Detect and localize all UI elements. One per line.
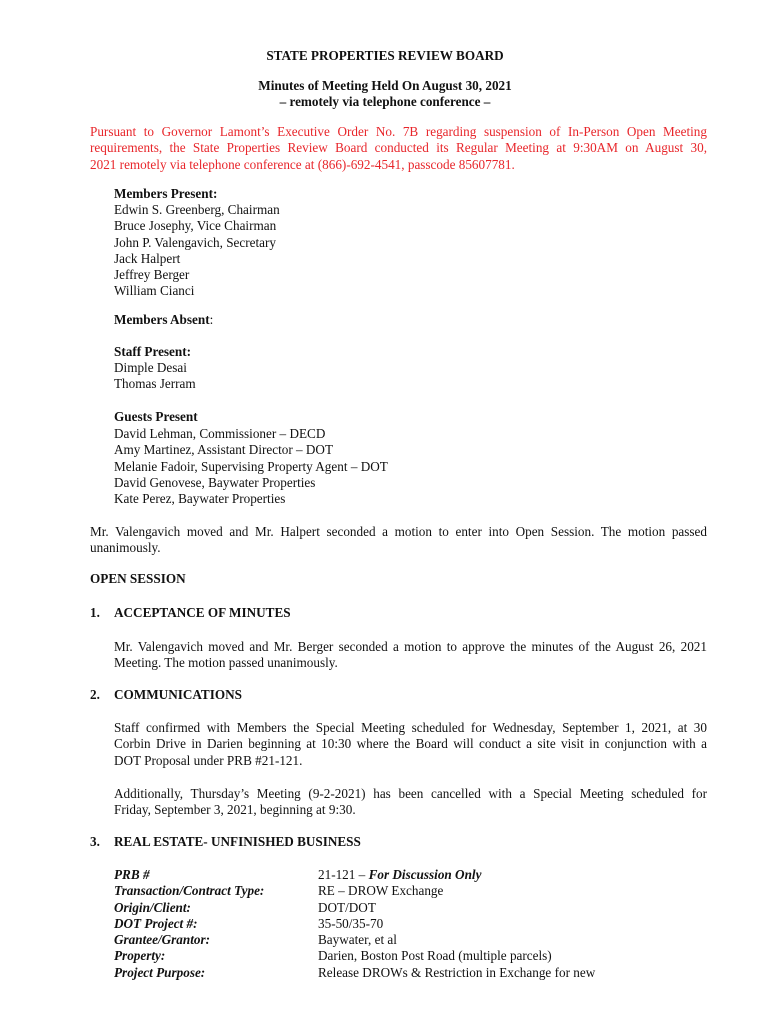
section-title: COMMUNICATIONS <box>114 687 242 702</box>
detail-value <box>318 867 481 883</box>
list-item: Amy Martinez, Assistant Director – DOT <box>114 442 334 458</box>
motion-paragraph <box>90 524 707 557</box>
detail-value: RE – DROW Exchange <box>318 883 444 899</box>
members-absent-colon: : <box>209 312 214 327</box>
table-row <box>114 867 714 883</box>
paragraph-line: Corbin Drive in Darien beginning at 10:30 where the Board will conduct a site visit in conjunction with a <box>114 736 707 752</box>
list-item: Kate Perez, Baywater Properties <box>114 491 286 507</box>
staff-present-list <box>114 360 196 393</box>
table-row <box>114 900 714 916</box>
list-item: Thomas Jerram <box>114 376 196 392</box>
list-item: David Genovese, Baywater Properties <box>114 474 316 490</box>
document-title: STATE PROPERTIES REVIEW BOARD <box>266 48 504 63</box>
list-item: Edwin S. Greenberg, Chairman <box>114 202 280 217</box>
section-number: 2. <box>90 687 100 702</box>
detail-value: DOT/DOT <box>318 899 376 915</box>
intro-line: requirements, the State Properties Review Board conducted its Regular Meeting at 9:30AM on August 30, <box>90 140 707 156</box>
detail-key: Transaction/Contract Type: <box>114 883 265 899</box>
paragraph-line: DOT Proposal under PRB #21-121. <box>114 752 303 768</box>
list-item: Jeffrey Berger <box>114 267 190 283</box>
guests-present-heading: Guests Present <box>114 409 198 424</box>
members-present-list <box>114 202 280 300</box>
detail-key: DOT Project #: <box>114 915 198 931</box>
list-item: Dimple Desai <box>114 360 187 375</box>
members-present-heading: Members Present: <box>114 186 218 201</box>
detail-key: Project Purpose: <box>114 964 206 980</box>
section-paragraph <box>114 639 707 672</box>
guests-present-list <box>114 426 388 507</box>
detail-value: 35-50/35-70 <box>318 915 384 931</box>
detail-key: Origin/Client: <box>114 899 191 915</box>
list-item: David Lehman, Commissioner – DECD <box>114 426 326 441</box>
intro-line: Pursuant to Governor Lamont’s Executive Order No. 7B regarding suspension of In-Person Open Meeting <box>90 124 707 139</box>
section-title: ACCEPTANCE OF MINUTES <box>114 605 291 620</box>
table-row <box>114 916 714 932</box>
table-row <box>114 932 714 948</box>
paragraph-line: Additionally, Thursday’s Meeting (9-2-2021) has been cancelled with a Special Meeting scheduled for <box>114 786 707 801</box>
members-absent-heading <box>114 312 213 328</box>
motion-line: unanimously. <box>90 540 161 556</box>
detail-key: Property: <box>114 948 166 964</box>
section-number: 1. <box>90 605 100 620</box>
list-item: John P. Valengavich, Secretary <box>114 234 276 250</box>
staff-present-heading: Staff Present: <box>114 344 192 359</box>
open-session-heading: OPEN SESSION <box>90 571 186 586</box>
detail-value: Darien, Boston Post Road (multiple parcels) <box>318 948 552 964</box>
detail-value: Baywater, et al <box>318 932 397 948</box>
intro-line: 2021 remotely via telephone conference at (866)-692-4541, passcode 85607781. <box>90 156 515 172</box>
section-paragraph <box>114 720 707 769</box>
section-number: 3. <box>90 834 100 849</box>
details-table <box>114 867 714 981</box>
list-item: William Cianci <box>114 283 195 299</box>
list-item: Jack Halpert <box>114 250 181 266</box>
paragraph-line: Mr. Valengavich moved and Mr. Berger seconded a motion to approve the minutes of the August 26, 2021 <box>114 639 707 654</box>
detail-value-text: 21-121 – <box>318 867 369 882</box>
list-item: Melanie Fadoir, Supervising Property Agent – DOT <box>114 458 388 474</box>
detail-key: PRB # <box>114 867 150 882</box>
table-row <box>114 948 714 964</box>
paragraph-line: Friday, September 3, 2021, beginning at 9:30. <box>114 802 356 818</box>
detail-value: Release DROWs & Restriction in Exchange for new <box>318 964 596 980</box>
section-paragraph <box>114 786 707 819</box>
document-subtitle: Minutes of Meeting Held On August 30, 2021 <box>258 78 512 93</box>
members-absent-label: Members Absent <box>114 312 210 327</box>
table-row <box>114 965 714 981</box>
section-title: REAL ESTATE- UNFINISHED BUSINESS <box>114 834 361 849</box>
detail-value-emphasis: For Discussion Only <box>368 867 482 882</box>
intro-paragraph <box>90 124 707 173</box>
motion-line: Mr. Valengavich moved and Mr. Halpert seconded a motion to enter into Open Session. The motion passed <box>90 524 707 539</box>
paragraph-line: Staff confirmed with Members the Special Meeting scheduled for Wednesday, September 1, 2021, at 30 <box>114 720 707 735</box>
paragraph-line: Meeting. The motion passed unanimously. <box>114 655 338 671</box>
detail-key: Grantee/Grantor: <box>114 932 210 948</box>
document-subtitle-remote: – remotely via telephone conference – <box>279 94 491 109</box>
list-item: Bruce Josephy, Vice Chairman <box>114 218 277 234</box>
table-row <box>114 883 714 899</box>
